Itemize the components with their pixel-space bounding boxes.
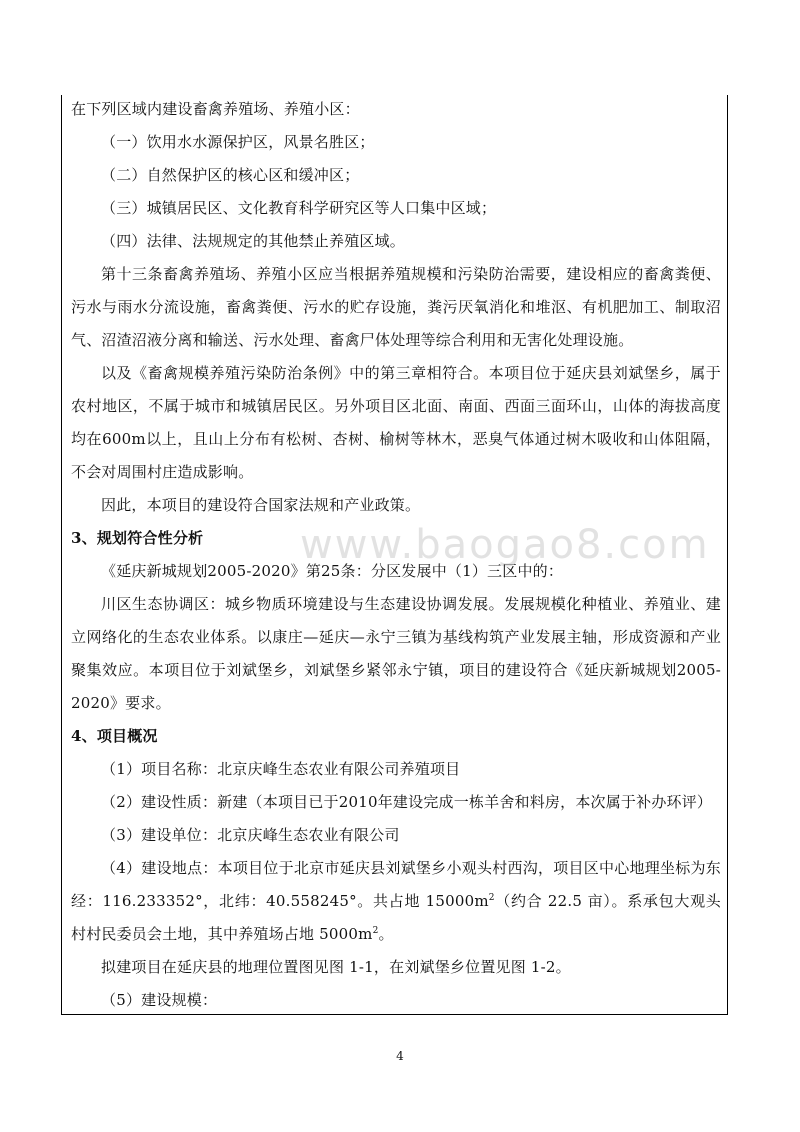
list-item: （四）法律、法规规定的其他禁止养殖区域。: [101, 232, 406, 250]
list-item: （三）城镇居民区、文化教育科学研究区等人口集中区域；: [101, 199, 497, 217]
page-number: 4: [396, 1049, 404, 1063]
list-item: （5）建设规模：: [101, 991, 218, 1009]
location-text-c: 。: [378, 925, 394, 943]
location-text-b: （约合 22.5 亩）。系承包大观头村村民委员会土地，其中养殖场占地 5000m: [71, 892, 721, 943]
location-text-a: （4）建设地点：本项目位于北京市延庆县刘斌堡乡小观头村西沟，项目区中心地理坐标为东经：116.233352°，北纬：40.558245°。共占地 15000m: [71, 859, 721, 910]
paragraph: 以及《畜禽规模养殖污染防治条例》中的第三章相符合。本项目位于延庆县刘斌堡乡，属于农村地区，不属于城市和城镇居民区。另外项目区北面、南面、西面三面环山，山体的海拔高度均在600m以上，且山上分布有松树、杏树、榆树等林木，恶臭气体通过树木吸收和山体阻隔，不会对周围村庄造成影响。: [71, 364, 721, 481]
list-item: （2）建设性质：新建（本项目已于2010年建设完成一栋羊舍和料房，本次属于补办环评）: [101, 793, 713, 811]
superscript: 2: [372, 926, 379, 936]
section-heading: 4、项目概况: [71, 727, 158, 745]
list-item: （1）项目名称：北京庆峰生态农业有限公司养殖项目: [101, 760, 461, 778]
document-body: [71, 93, 721, 1017]
section-heading: 3、规划符合性分析: [71, 529, 204, 547]
paragraph: 因此，本项目的建设符合国家法规和产业政策。: [101, 496, 421, 514]
list-item: （3）建设单位：北京庆峰生态农业有限公司: [101, 826, 400, 844]
superscript: 2: [488, 893, 495, 903]
list-item: （二）自然保护区的核心区和缓冲区；: [101, 166, 360, 184]
list-item: [71, 852, 721, 951]
list-item: （一）饮用水水源保护区，风景名胜区；: [101, 133, 375, 151]
watermark: www.baogao8.com: [300, 522, 710, 568]
paragraph: 拟建项目在延庆县的地理位置图见图 1-1，在刘斌堡乡位置见图 1-2。: [101, 958, 571, 976]
paragraph: 《延庆新城规划2005-2020》第25条：分区发展中（1）三区中的：: [101, 562, 564, 580]
paragraph: 在下列区域内建设畜禽养殖场、养殖小区：: [71, 100, 360, 118]
paragraph: 川区生态协调区：城乡物质环境建设与生态建设协调发展。发展规模化种植业、养殖业、建立网络化的生态农业体系。以康庄—延庆—永宁三镇为基线构筑产业发展主轴，形成资源和产业聚集效应。本项目位于刘斌堡乡，刘斌堡乡紧邻永宁镇，项目的建设符合《延庆新城规划2005-2020》要求。: [71, 595, 721, 712]
paragraph: 第十三条畜禽养殖场、养殖小区应当根据养殖规模和污染防治需要，建设相应的畜禽粪便、污水与雨水分流设施，畜禽粪便、污水的贮存设施，粪污厌氧消化和堆沤、有机肥加工、制取沼气、沼渣沼液分离和输送、污水处理、畜禽尸体处理等综合利用和无害化处理设施。: [71, 265, 721, 349]
